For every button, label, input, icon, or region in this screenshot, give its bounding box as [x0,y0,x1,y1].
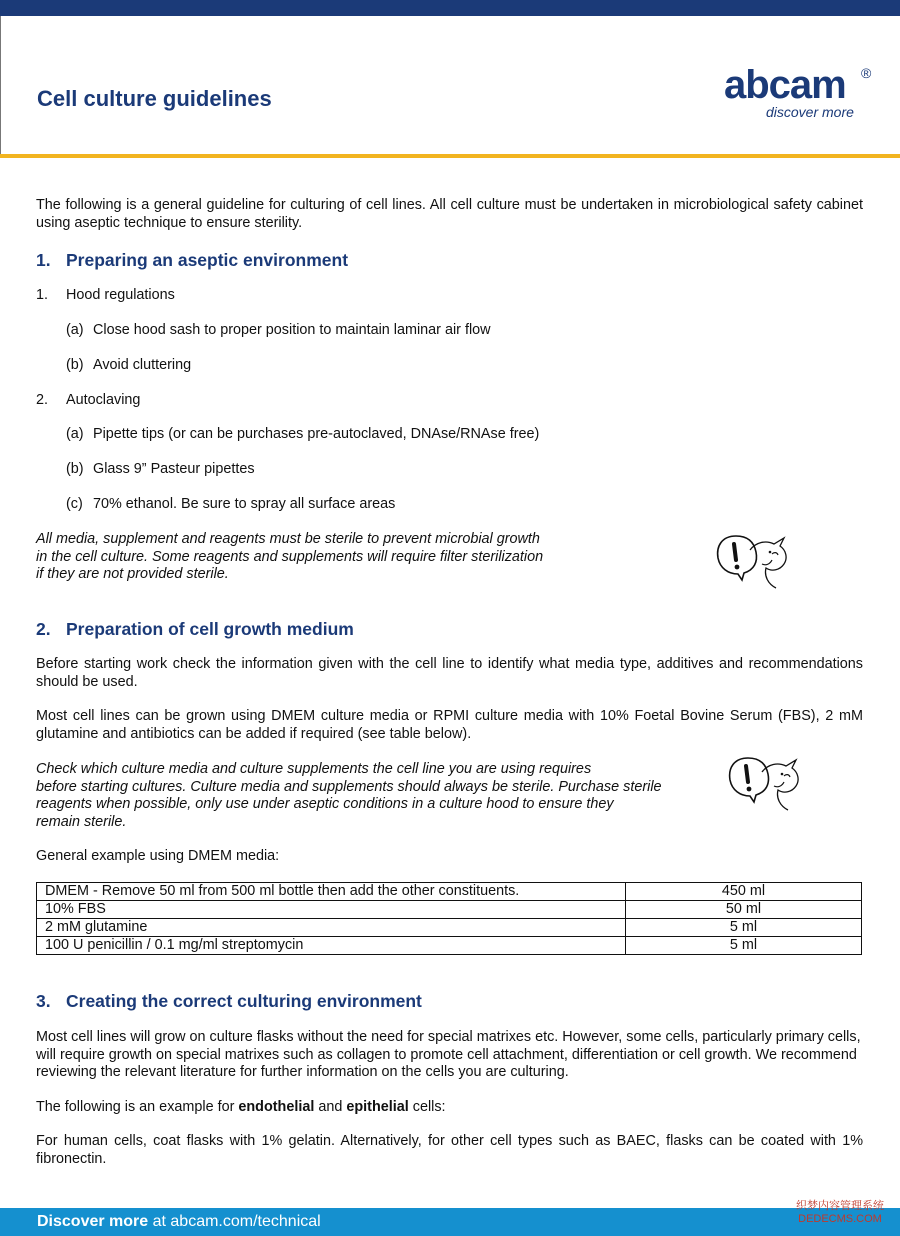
section-3-paragraph-1: Most cell lines will grow on culture flasks without the need for special matrixes etc. However, some cells, particularly primary cells, will require growth on special matrixes such as collagen to promote cell attachment, differentiation or cell growth. We recommend reviewing the relevant literature for further information on the cells you are culturing. [36,1029,861,1080]
list-item: 1. Hood regulations [36,287,175,303]
logo-tagline: discover more [766,104,854,120]
table-caption: General example using DMEM media: [36,848,280,864]
media-note: Check which culture media and culture supplements the cell line you are using requires before starting cultures. Culture media and supplements should always be sterile. Purchase sterile reagents when possible, only use under aseptic conditions in a culture hood to ensure they remain sterile. [36,761,662,830]
section-2-heading: 2. Preparation of cell growth medium [36,619,354,639]
table-cell-item: 2 mM glutamine [37,919,626,937]
table-cell-item: 10% FBS [37,901,626,919]
table-row [37,919,862,937]
section-3-heading: 3. Creating the correct culturing environment [36,991,422,1011]
logo-wordmark: abcam [724,63,846,107]
page-title: Cell culture guidelines [37,86,272,111]
footer-bar [0,1208,900,1236]
header-left-rule [0,16,1,156]
table-row [37,883,862,901]
table-cell-amount: 450 ml [626,883,862,901]
header-gold-rule [0,154,900,158]
footer-link[interactable]: Discover more at abcam.com/technical [37,1213,321,1230]
section-3-paragraph-3: For human cells, coat flasks with 1% gelatin. Alternatively, for other cell types such as BAEC, flasks can be coated with 1% fibronectin. [36,1133,863,1167]
list-item: (a) Close hood sash to proper position to maintain laminar air flow [66,322,491,338]
section-2-paragraph-2: Most cell lines can be grown using DMEM culture media or RPMI culture media with 10% Foetal Bovine Serum (FBS), 2 mM glutamine and antibiotics can be added if required (see table below). [36,708,863,742]
section-3-paragraph-2: The following is an example for endothelial and epithelial cells: [36,1099,446,1115]
table-cell-amount: 50 ml [626,901,862,919]
table-cell-amount: 5 ml [626,937,862,955]
list-item: (b) Glass 9” Pasteur pipettes [66,461,255,477]
dmem-media-table [36,882,862,955]
table-row [37,901,862,919]
section-1-heading: 1. Preparing an aseptic environment [36,250,349,270]
watermark: 织梦内容管理系统 DEDECMS.COM [796,1200,884,1225]
section-2-paragraph-1: Before starting work check the information given with the cell line to identify what media type, additives and recommendations should be used. [36,656,863,690]
table-row [37,937,862,955]
top-bar [0,0,900,16]
list-item: (c) 70% ethanol. Be sure to spray all surface areas [66,496,396,512]
sterility-note: All media, supplement and reagents must be sterile to prevent microbial growth in the cell culture. Some reagents and supplements will require filter sterilization if they are not provided sterile. [36,531,544,582]
table-cell-item: 100 U penicillin / 0.1 mg/ml streptomycin [37,937,626,955]
list-item: (a) Pipette tips (or can be purchases pre-autoclaved, DNAse/RNAse free) [66,426,540,442]
table-cell-item: DMEM - Remove 50 ml from 500 ml bottle then add the other constituents. [37,883,626,901]
cow-warning-icon [714,530,794,592]
logo-registered-mark: ® [861,65,872,81]
abcam-logo [724,63,884,125]
table-cell-amount: 5 ml [626,919,862,937]
intro-paragraph: The following is a general guideline for culturing of cell lines. All cell culture must be undertaken in microbiological safety cabinet using aseptic technique to ensure sterility. [36,197,863,231]
cow-warning-icon [726,752,806,814]
list-item: 2. Autoclaving [36,392,141,408]
list-item: (b) Avoid cluttering [66,357,192,373]
